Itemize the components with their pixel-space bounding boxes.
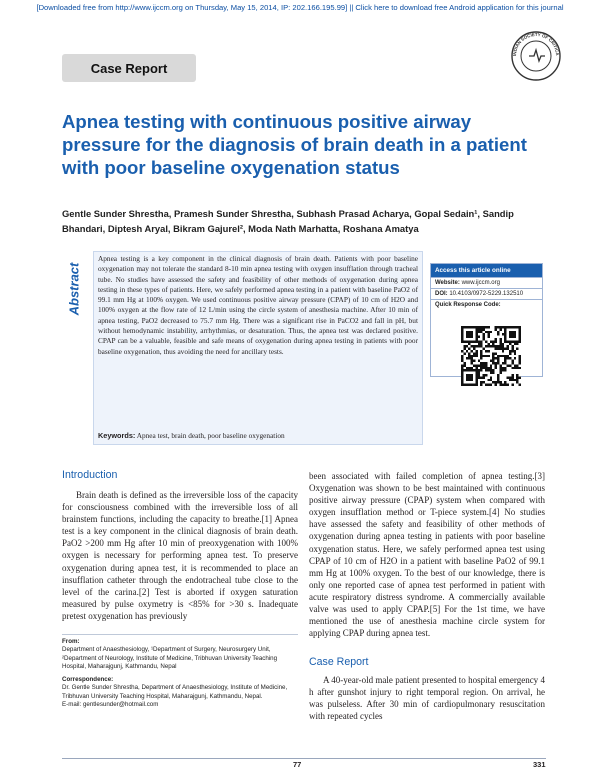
introduction-heading: Introduction bbox=[62, 469, 118, 481]
keywords bbox=[98, 431, 418, 440]
affiliation-footnote: From: Department of Anaesthesiology, ¹Department of Surgery, Neurosurgery Unit, ²Department of Neurology, Institute of Medicine, Tribhuvan University Teaching Hospital, Maharajgunj, Kathmandu, Nepal Correspondence: Dr. Gentle Sunder Shrestha, Department of Anaesthesiology, Institute of Medicine, Tribhuvan University Teaching Hospital, Maharajgunj, Kathmandu, Nepal. E-mail: gentlesunder@hotmail.com bbox=[62, 634, 298, 709]
keywords-text: Apnea test, brain death, poor baseline oxygenation bbox=[136, 431, 285, 440]
abstract-label: Abstract bbox=[66, 262, 82, 316]
email-link[interactable]: E-mail: gentlesunder@hotmail.com bbox=[62, 701, 159, 709]
logo-ring-text: INDIAN SOCIETY OF CRITICA bbox=[511, 31, 561, 57]
access-qr-label: Quick Response Code: bbox=[431, 299, 542, 310]
access-heading: Access this article online bbox=[431, 264, 542, 277]
page-number-left: 77 bbox=[293, 760, 302, 769]
keywords-label: Keywords: bbox=[98, 431, 136, 440]
qr-code-icon[interactable] bbox=[461, 326, 521, 386]
article-title: Apnea testing with continuous positive airway pressure for the diagnosis of brain death in a patient with poor baseline oxygenation status bbox=[62, 111, 527, 178]
author-list: Gentle Sunder Shrestha, Pramesh Sunder Shrestha, Subhash Prasad Acharya, Gopal Sedain¹, Sandip Bhandari, Diptesh Aryal, Bikram Gajurel², Moda Nath Marhatta, Roshana Amatya bbox=[62, 208, 514, 234]
society-logo-icon bbox=[510, 30, 562, 82]
intro-paragraph-2: been associated with failed completion of apnea testing.[3] Oxygenation was shown to be best maintained with continuous positive airway pressure (CPAP) system when compared with oxygen insufflation method or T-piece system.[4] No studies have assessed the safety and feasibility of other methods of oxygenation during apnea testing in patients with poor baseline oxygenation status. Here, we safely performed apnea test using CPAP of 10 cm of H2O in a patient with baseline PaO2 of 99.1 mm Hg at 100% oxygen. To the best of our knowledge, there is only one reported case of apnea test performed in patient with acute respiratory distress syndrome. A commercially available valve was used to apply CPAP.[5] For the 1st time, we have mentioned the use of anesthesia machine circle system for applying CPAP during apnea test. bbox=[309, 471, 545, 639]
footer-rule bbox=[62, 758, 546, 759]
section-badge: Case Report bbox=[62, 54, 196, 82]
download-banner[interactable]: [Downloaded free from http://www.ijccm.org on Thursday, May 15, 2014, IP: 202.166.195.99] || Click here to download free Android application for this journal bbox=[36, 3, 564, 12]
abstract-text: Apnea testing is a key component in the clinical diagnosis of brain death. Patients with poor baseline oxygenation may not tolerate the standard 8-10 min apnea testing with oxygen insufflation through tracheal tube. No studies have assessed the safety and feasibility of other methods of oxygenation during apnea testing in these types of patients. Here, we safely performed apnea testing in a patient with baseline PaO2 of 99.1 mm Hg at 100% oxygen. We used continuous positive airway pressure (CPAP) of 10 cm of H2O and 100% oxygen at the flow rate of 12 L/min using the circle system of anesthesia machine. After 10 min of apnea testing, PaO2 decreased to 75.7 mm Hg. There was a significant rise in PaCO2 and fall in pH, but without hemodynamic instability, arrhythmias, or desaturation. Thus, the apnea test was declared positive. CPAP can be a valuable, feasible and safe means of oxygenation during apnea testing in patients with poor baseline oxygenation, thus avoiding the need for ancillary tests. bbox=[98, 254, 418, 356]
case-paragraph-1: A 40-year-old male patient presented to hospital emergency 4 h after gunshot injury to right temporal region. On arrival, he was pulseless. After 30 min of cardiopulmonary resuscitation with repeated cycles bbox=[309, 675, 545, 722]
intro-paragraph-1: Brain death is defined as the irreversible loss of the capacity for consciousness combined with the irreversible loss of all brainstem functions, including the capacity to breathe.[1] Apnea test is a key component in the clinical diagnosis of brain death. PaO2 >200 mm Hg after 10 min of preoxygenation with 100% oxygen is necessary for performing apnea test. To preserve oxygenation during apnea test, it is recommended to place an insufflation catheter through the endotracheal tube close to the level of the carina.[2] Test is aborted if oxygen saturation measured by pulse oxymetry is <85% for >30 s. Inadequate pretest oxygenation has previously bbox=[62, 490, 298, 621]
access-website: Website: www.ijccm.org bbox=[431, 277, 542, 288]
page-number-right: 331 bbox=[533, 760, 546, 769]
website-link[interactable]: www.ijccm.org bbox=[461, 280, 500, 286]
case-report-heading: Case Report bbox=[309, 656, 369, 668]
access-doi: DOI: 10.4103/0972-5229.132510 bbox=[431, 288, 542, 299]
